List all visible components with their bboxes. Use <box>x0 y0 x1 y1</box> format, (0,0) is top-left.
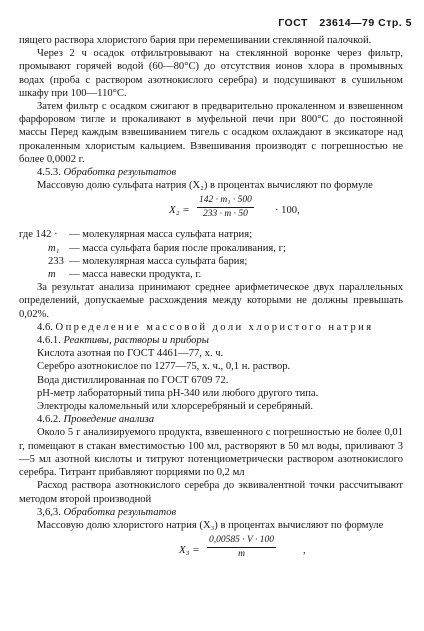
section-number: 3,6,3. <box>37 506 61 518</box>
formula-sodium-chloride <box>19 535 403 565</box>
standard-label: ГОСТ <box>278 17 308 29</box>
formula-denominator: 233 · m · 50 <box>203 209 248 220</box>
definition-row <box>19 268 403 281</box>
definition-key: где 142 · <box>19 229 58 241</box>
variable-definitions <box>19 228 403 281</box>
paragraph: За результат анализа принимают среднее арифметическое двух параллельных определений, допускаемые расхождения между которыми не должны превышать 0,02%. <box>19 282 403 320</box>
formula-fraction <box>207 535 276 560</box>
list-item: Серебро азотнокислое по 1277—75, х. ч., 0,1 н. раствор. <box>37 361 291 373</box>
paragraph: Через 2 ч осадок отфильтровывают на стеклянной воронке через фильтр, промывают горячей водой (60—80°С) до отсутствия ионов хлора в промывных водах (проба с раствором азотнокислого серебра) и подсушивают в сушильном шкафу при 100—110°С. <box>19 48 403 99</box>
section-title: Реактивы, растворы и приборы <box>63 335 209 347</box>
formula-sodium-sulfate <box>19 195 403 225</box>
section-heading <box>19 506 403 519</box>
list-item: Кислота азотная по ГОСТ 4461—77, х. ч. <box>37 348 224 360</box>
list-item: Электроды каломельный или хлорсеребряный и серебряный. <box>37 401 314 413</box>
paragraph: Массовую долю сульфата натрия (X₂) в процентах вычисляют по формуле <box>37 180 373 192</box>
section-heading <box>19 166 403 179</box>
section-title: Проведение анализа <box>63 414 155 426</box>
formula-tail: · 100, <box>275 205 300 217</box>
section-number: 4.5.3. <box>37 167 61 179</box>
paragraph: Затем фильтр с осадком сжигают в предварительно прокаленном и взвешенном фарфоровом тигле и прокаливают в муфельной печи при 800°С до постоянной массы Перед каждым взвешиванием тигель с осадком охлаждают в эксикаторе над прокаленным хлористым кальцием. Взвешивания производят с погрешностью не более 0,0002 г. <box>19 101 403 165</box>
paragraph: Около 5 г анализируемого продукта, взвешенного с погрешностью не более 0,01 г, помещают в стакан вместимостью 100 мл, растворяют в 50 мл воды, приливают 3—5 мл азотной кислоты и титруют потенциометрически раствором азотнокислого серебра. Титрант прибавляют порциями по 0,2 мл <box>19 427 403 479</box>
definition-value: — молекулярная масса сульфата натрия; <box>69 229 253 241</box>
page-number: 5 <box>405 17 412 29</box>
definition-key: m <box>48 269 56 281</box>
document-body <box>19 34 403 568</box>
section-heading <box>19 334 403 347</box>
page-label: Стр. <box>378 17 403 29</box>
definition-row <box>19 242 403 255</box>
paragraph: Расход раствора азотнокислого серебра до эквивалентной точки рассчитывают методом второй производной <box>19 480 403 505</box>
formula-fraction <box>197 195 254 220</box>
definition-value: — масса сульфата бария после прокаливания, г; <box>69 242 286 254</box>
section-title: Определение массовой доли хлористого натрия <box>55 321 374 333</box>
section-number: 4.6.2. <box>37 414 61 426</box>
definition-row <box>19 228 403 241</box>
list-item: pH-метр лабораторный типа pH-340 или любого другого типа. <box>37 387 319 399</box>
list-item: Вода дистиллированная по ГОСТ 6709 72. <box>37 374 229 386</box>
formula-numerator: 0,00585 · V · 100 <box>207 535 276 548</box>
formula-numerator: 142 · m₁ · 500 <box>197 195 254 208</box>
section-number: 4.6.1. <box>37 335 61 347</box>
section-heading <box>19 321 403 334</box>
section-heading <box>19 413 403 426</box>
definition-value: — масса навески продукта, г. <box>69 269 202 281</box>
definition-row <box>19 255 403 268</box>
formula-denominator: m <box>238 549 245 560</box>
standard-number: 23614—79 <box>319 17 375 29</box>
definition-key: 233 <box>48 255 64 267</box>
formula-tail: , <box>303 545 306 557</box>
section-title: Обработка результатов <box>63 506 177 518</box>
formula-lhs: X₃ = <box>179 544 200 557</box>
paragraph: пящего раствора хлористого бария при перемешивании стеклянной палочкой. <box>19 35 372 46</box>
paragraph: Массовую долю хлористого натрия (X₃) в процентах вычисляют по формуле <box>37 519 384 531</box>
formula-lhs: X₂ = <box>169 204 190 217</box>
definition-value: — молекулярная масса сульфата бария; <box>69 255 248 267</box>
definition-key: m₁ <box>48 242 60 254</box>
page-header <box>278 17 412 29</box>
section-title: Обработка результатов <box>63 167 177 179</box>
section-number: 4.6. <box>37 321 53 333</box>
